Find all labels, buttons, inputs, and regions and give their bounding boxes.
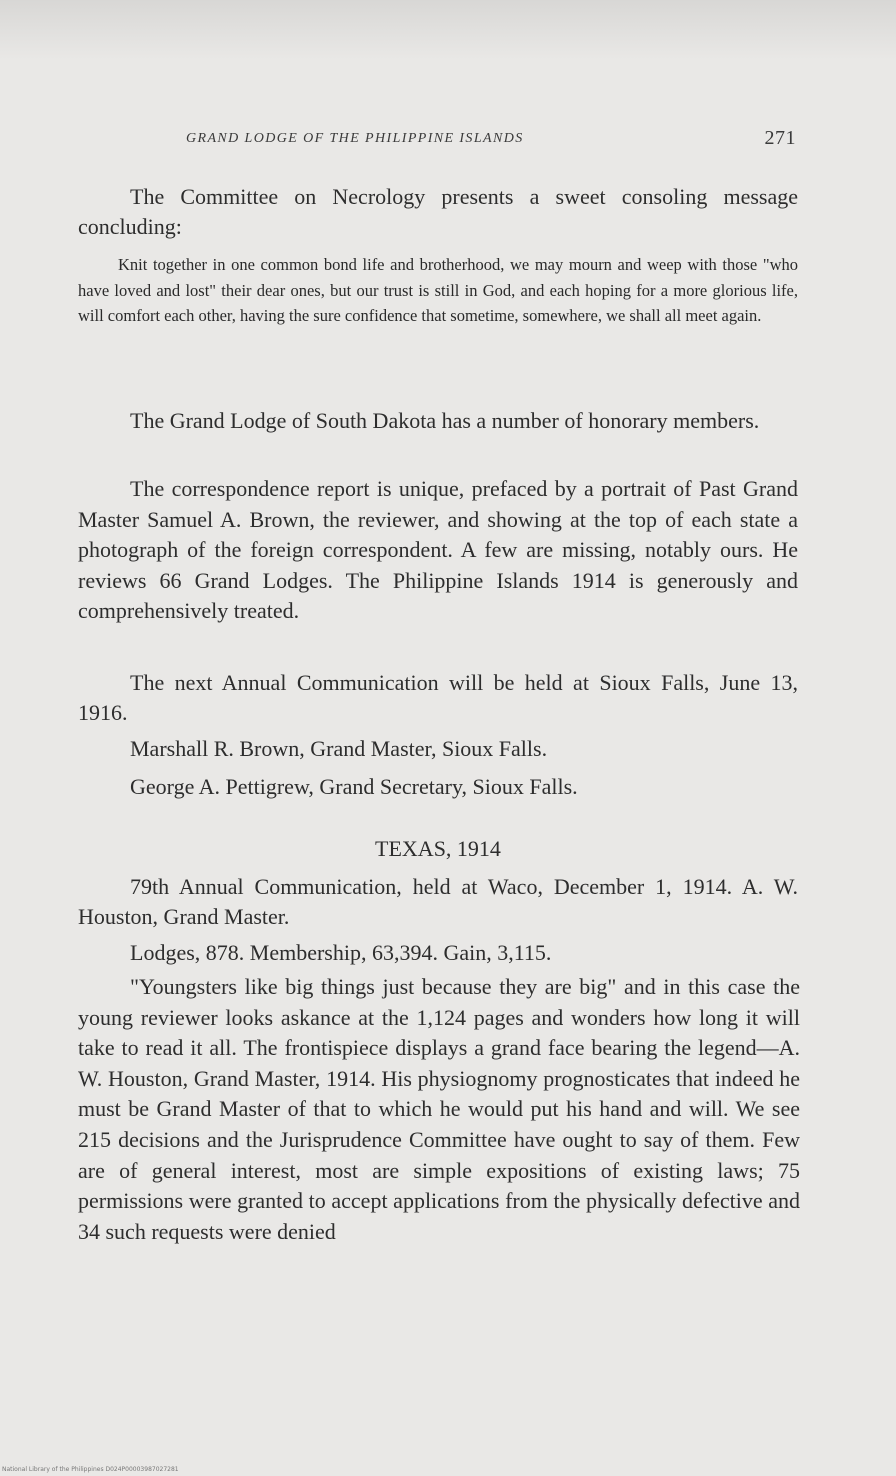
page-number: 271 [764,127,796,149]
correspondence-report-paragraph: The correspondence report is unique, prefaced by a portrait of Past Grand Master Samuel A. Brown, the reviewer, and showing at the top of each state a photograph of the foreign correspondent. A few are missing, notably ours. He reviews 66 Grand Lodges. The Philippine Islands 1914 is generously and comprehensively treated. [78,476,798,623]
grand-master-line: Marshall R. Brown, Grand Master, Sioux Falls. [130,736,548,761]
honorary-members-paragraph: The Grand Lodge of South Dakota has a number of honorary members. [130,408,760,433]
next-communication-paragraph: The next Annual Communication will be held at Sioux Falls, June 13, 1916. [78,670,798,725]
page-shadow [0,0,896,60]
necrology-intro: The Committee on Necrology presents a sweet consoling message concluding: [78,184,798,239]
texas-review-paragraph: "Youngsters like big things just because they are big" and in this case the young reviewer looks askance at the 1,124 pages and wonders how long it will take to read it all. The frontispiece displays a grand face bearing the legend—A. W. Houston, Grand Master, 1914. His physiognomy prognosticates that indeed he must be Grand Master of that to which he would put his hand and will. We see 215 decisions and the Jurisprudence Committee have ought to say of them. Few are of general interest, most are simple expositions of existing laws; 75 permissions were granted to accept applications from the physically defective and 34 such requests were denied [78,974,800,1244]
grand-secretary-line: George A. Pettigrew, Grand Secretary, Sioux Falls. [130,774,578,799]
texas-stats-line: Lodges, 878. Membership, 63,394. Gain, 3,115. [130,940,552,965]
running-title: GRAND LODGE OF THE PHILIPPINE ISLANDS [186,131,524,146]
necrology-quote: Knit together in one common bond life and brotherhood, we may mourn and weep with those "who have loved and lost" their dear ones, but our trust is still in God, and each hoping for a more glorious life, will comfort each other, having the sure confidence that sometime, somewhere, we shall all meet again. [78,255,798,325]
texas-communication-paragraph: 79th Annual Communication, held at Waco, December 1, 1914. A. W. Houston, Grand Master. [78,874,798,929]
source-footer: National Library of the Philippines D024P00003987027281 [2,1466,179,1473]
section-heading-texas: TEXAS, 1914 [375,836,501,861]
